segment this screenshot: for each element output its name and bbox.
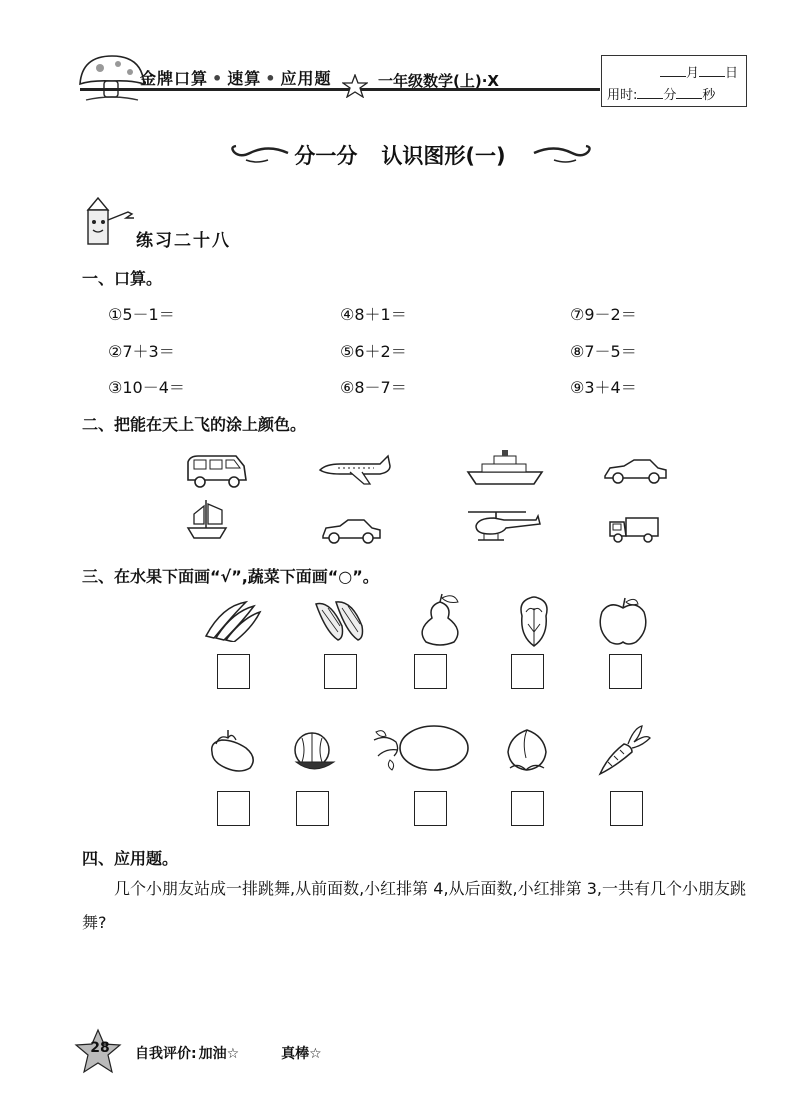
answer-box-carrot[interactable]	[610, 791, 643, 826]
exercise-title: 练习二十八	[136, 231, 231, 251]
sailboat-icon[interactable]	[184, 496, 230, 542]
answer-box-corn[interactable]	[324, 654, 357, 689]
corn-icon	[310, 596, 372, 644]
page-number: 28	[90, 1040, 110, 1056]
self-evaluation	[135, 1043, 322, 1063]
problem-8: ⑧7－5＝	[570, 342, 637, 361]
section-1-heading: 一、口算。	[82, 269, 163, 288]
series-part-2: 速算	[227, 69, 262, 88]
helicopter-icon[interactable]	[456, 506, 542, 548]
second-label: 秒	[702, 88, 716, 103]
problem-2: ②7＋3＝	[108, 342, 175, 361]
sedan-icon[interactable]	[320, 516, 384, 546]
watermelon-icon	[292, 728, 336, 776]
eggplant-icon	[206, 726, 260, 776]
day-label: 日	[724, 66, 738, 81]
section-4-heading: 四、应用题。	[82, 849, 179, 868]
answer-box-eggplant[interactable]	[217, 791, 250, 826]
section-3-heading: 三、在水果下面画“√”,蔬菜下面画“○”。	[82, 567, 379, 586]
answer-box-apple[interactable]	[609, 654, 642, 689]
winter-melon-icon	[370, 720, 472, 776]
pencil-mascot-icon	[76, 196, 138, 250]
date-time-box	[601, 55, 747, 107]
banana-icon	[202, 596, 264, 642]
van-icon[interactable]	[184, 452, 250, 490]
pear-icon	[414, 592, 468, 648]
problem-5: ⑤6＋2＝	[340, 342, 407, 361]
title-part-2: 认识图形(一)	[381, 144, 506, 168]
answer-box-peach[interactable]	[511, 791, 544, 826]
answer-box-winter-melon[interactable]	[414, 791, 447, 826]
answer-box-watermelon[interactable]	[296, 791, 329, 826]
month-label: 月	[685, 66, 699, 81]
right-swirl-ornament-icon	[532, 140, 594, 166]
minute-label: 分	[663, 88, 677, 103]
problem-9: ⑨3＋4＝	[570, 378, 637, 397]
month-blank[interactable]	[660, 64, 686, 77]
self-eval-label: 自我评价:	[135, 1046, 197, 1062]
peach-icon	[500, 722, 554, 776]
problem-1: ①5－1＝	[108, 305, 175, 324]
section-2-heading: 二、把能在天上飞的涂上颜色。	[82, 415, 307, 434]
page-title	[0, 140, 800, 170]
problem-4: ④8＋1＝	[340, 305, 407, 324]
time-label: 用时:	[607, 88, 638, 103]
book-title: 一年级数学(上)·X	[378, 72, 499, 90]
car-icon[interactable]	[602, 456, 670, 486]
ship-icon[interactable]	[466, 448, 546, 488]
apple-icon	[596, 594, 650, 648]
eval-option-keep-going[interactable]: 加油☆	[198, 1046, 240, 1062]
problem-7: ⑦9－2＝	[570, 305, 637, 324]
minute-blank[interactable]	[637, 86, 663, 99]
cabbage-icon	[512, 594, 556, 648]
answer-box-banana[interactable]	[217, 654, 250, 689]
day-blank[interactable]	[699, 64, 725, 77]
eval-option-great[interactable]: 真棒☆	[281, 1046, 322, 1062]
series-part-3: 应用题	[280, 69, 332, 88]
series-part-1: 金牌口算	[140, 69, 209, 88]
carrot-icon	[590, 722, 652, 780]
title-part-1: 分一分	[294, 144, 358, 168]
word-problem-text: 几个小朋友站成一排跳舞,从前面数,小红排第 4,从后面数,小红排第 3,一共有几个小朋友跳舞?	[82, 879, 746, 932]
problem-6: ⑥8－7＝	[340, 378, 407, 397]
airplane-icon[interactable]	[316, 452, 392, 486]
answer-box-pear[interactable]	[414, 654, 447, 689]
star-icon	[342, 74, 368, 98]
answer-box-cabbage[interactable]	[511, 654, 544, 689]
truck-icon[interactable]	[606, 510, 662, 546]
second-blank[interactable]	[676, 86, 702, 99]
problem-3: ③10－4＝	[108, 378, 185, 397]
series-title: 金牌口算 • 速算 • 应用题	[140, 69, 332, 88]
